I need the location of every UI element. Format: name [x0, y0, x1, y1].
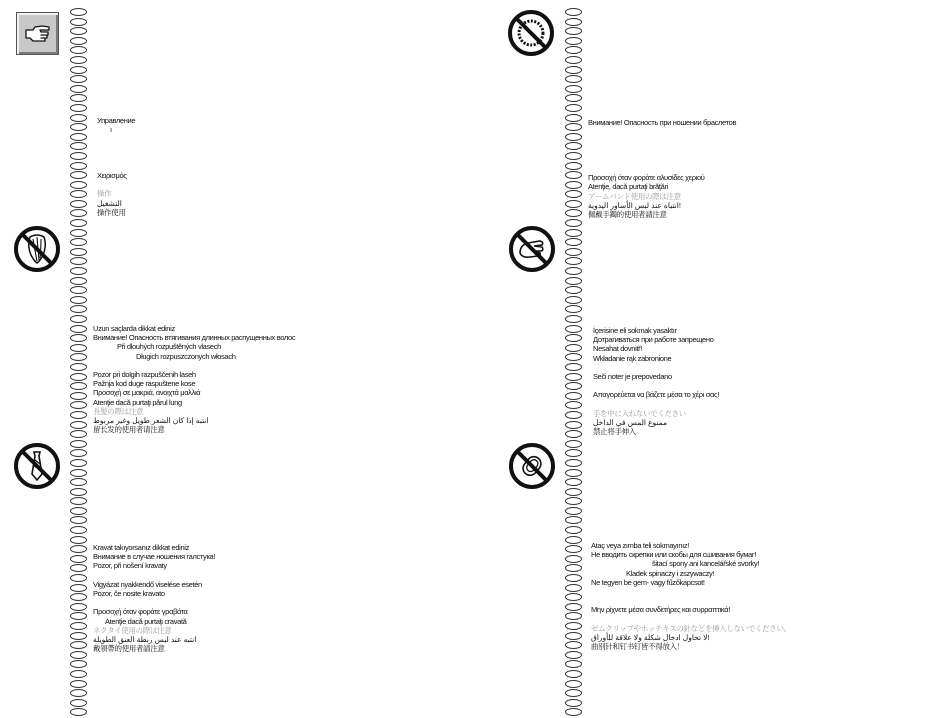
text-line: Seči noter je prepovedano: [593, 371, 672, 381]
long-hair-warning-text: [93, 324, 295, 434]
binding-ring: [70, 277, 87, 285]
binding-ring: [70, 305, 87, 313]
binding-ring: [70, 478, 87, 486]
text-line: Внимание! Опасность при ношении браслетов: [588, 118, 737, 127]
hand-operation-icon: [16, 12, 59, 55]
binding-ring: [70, 334, 87, 342]
binding-ring: [70, 689, 87, 697]
no-long-hair-icon: [13, 225, 61, 273]
text-line: Управление: [97, 116, 136, 125]
operation-text-1: [97, 116, 135, 134]
clip-warning-text: [591, 541, 791, 651]
text-line: šitací spony ani kancelářské svorky!: [652, 559, 760, 569]
no-hand-inside-icon: [508, 225, 556, 273]
binding-ring: [70, 469, 87, 477]
binding-ring: [565, 526, 582, 534]
binding-ring: [565, 516, 582, 524]
binding-ring: [70, 104, 87, 112]
binding-ring: [70, 238, 87, 246]
binding-ring: [70, 296, 87, 304]
text-line: 長髪の際は注意: [93, 406, 144, 416]
binding-ring: [70, 46, 87, 54]
binding-ring: [70, 209, 87, 217]
operation-text-2: [97, 171, 127, 217]
binding-ring: [565, 238, 582, 246]
text-line: Vigyázat nyakkendő viselése esetén: [93, 579, 202, 589]
binding-ring: [70, 670, 87, 678]
text-line: انتباه عند لبس الأساور اليدوية!: [588, 200, 681, 210]
binding-ring: [565, 8, 582, 16]
text-line: التشغيل: [97, 198, 122, 208]
binding-ring: [565, 603, 582, 611]
binding-ring: [565, 363, 582, 371]
binding-ring: [70, 373, 87, 381]
binding-ring: [565, 27, 582, 35]
text-line: アームバンド使用の際は注意: [588, 191, 681, 201]
text-line: Внимание! Опасность втягивания длинных распущенных волос: [93, 333, 296, 343]
binding-ring: [565, 56, 582, 64]
text-line: 留长发的使用者请注意: [93, 425, 165, 435]
binding-ring: [565, 315, 582, 323]
binding-ring: [565, 133, 582, 141]
binding-ring: [70, 651, 87, 659]
binding-ring: [565, 75, 582, 83]
text-line: Дотрагиваться при работе запрещено: [593, 335, 714, 345]
text-line: Długich rozpuszczonych włosach: [136, 351, 236, 361]
no-clip-icon: [508, 442, 556, 490]
binding-ring: [565, 622, 582, 630]
binding-ring: [70, 536, 87, 544]
text-line: Προσοχή σε μακριά, ανοιχτά μαλλιά: [93, 388, 201, 398]
binding-ring: [70, 708, 87, 716]
binding-ring: [70, 162, 87, 170]
binding-ring: [565, 229, 582, 237]
text-line: ネクタイ使用の際は注意: [93, 625, 172, 635]
binding-ring: [565, 200, 582, 208]
binding-ring: [70, 286, 87, 294]
text-line: 手を中に入れないでください: [593, 408, 686, 418]
binding-ring: [565, 382, 582, 390]
text-line: Ataç veya zımba teli sokmayınız!: [591, 541, 690, 550]
binding-ring: [70, 353, 87, 361]
text-line: Při dlouhých rozpuštěných vlasech: [117, 342, 221, 352]
binding-ring: [565, 66, 582, 74]
tie-warning-text: [93, 543, 215, 653]
binding-ring: [70, 660, 87, 668]
text-line: ممنوع المس في الداخل: [593, 417, 668, 427]
binding-ring: [70, 593, 87, 601]
binding-ring: [70, 315, 87, 323]
binding-ring: [70, 612, 87, 620]
binding-ring: [565, 190, 582, 198]
binding-ring: [565, 488, 582, 496]
binding-ring: [70, 257, 87, 265]
binding-ring: [70, 94, 87, 102]
binding-ring: [565, 584, 582, 592]
binding-ring: [70, 123, 87, 131]
binding-ring: [70, 344, 87, 352]
binding-ring: [70, 449, 87, 457]
text-line: Kladek spinaczy i zszywaczy!: [626, 568, 715, 578]
binding-ring: [70, 171, 87, 179]
binding-ring: [565, 545, 582, 553]
binding-ring: [565, 286, 582, 294]
binding-ring: [70, 574, 87, 582]
binding-ring: [70, 641, 87, 649]
binding-ring: [565, 507, 582, 515]
text-line: Μην ρίχνετε μέσα συνδετήρες και συρραπτικά!: [591, 605, 730, 615]
text-line: Προσοχή όταν φοράτε γραβάτα: [93, 607, 188, 617]
text-line: Внимание в случае ношения галстука!: [93, 552, 216, 562]
text-line: İçerisine eli sokmak yasaktır: [593, 326, 677, 335]
text-line: ı: [110, 125, 112, 135]
binding-ring: [565, 660, 582, 668]
binding-ring: [70, 8, 87, 16]
binding-ring: [565, 114, 582, 122]
binding-ring: [70, 18, 87, 26]
binding-ring: [565, 277, 582, 285]
binding-ring: [565, 449, 582, 457]
text-line: Pozor pri dolgih razpuščenih laseh: [93, 369, 196, 379]
binding-ring: [70, 507, 87, 515]
text-line: Atenţie dacă purtaţi cravată: [105, 616, 187, 626]
binding-ring: [70, 459, 87, 467]
binding-ring: [565, 651, 582, 659]
text-line: 操作使用: [97, 207, 126, 217]
binding-ring: [70, 85, 87, 93]
binding-ring: [565, 353, 582, 361]
binding-ring: [70, 363, 87, 371]
binding-ring: [565, 430, 582, 438]
text-line: Pozor, při nošení kravaty: [93, 561, 167, 571]
binding-ring: [565, 401, 582, 409]
binding-ring: [565, 181, 582, 189]
binding-ring: [70, 603, 87, 611]
text-line: Wkładanie rąk zabronione: [593, 353, 672, 363]
binding-ring: [565, 421, 582, 429]
binding-ring: [70, 488, 87, 496]
text-line: 操作: [97, 189, 112, 199]
binding-ring: [565, 305, 582, 313]
binding-ring: [70, 229, 87, 237]
binding-ring: [70, 219, 87, 227]
binding-ring: [565, 296, 582, 304]
binding-ring: [565, 469, 582, 477]
text-line: Προσοχή όταν φοράτε αλυσίδες χεριού: [588, 173, 705, 183]
binding-ring: [565, 325, 582, 333]
binding-ring: [565, 689, 582, 697]
binding-ring: [565, 171, 582, 179]
binding-ring: [70, 37, 87, 45]
binding-ring: [70, 27, 87, 35]
binding-ring: [565, 411, 582, 419]
binding-ring: [565, 248, 582, 256]
binding-ring: [70, 325, 87, 333]
binding-ring: [70, 382, 87, 390]
binding-ring: [565, 680, 582, 688]
binding-ring: [70, 401, 87, 409]
text-line: Ne tegyen be gem- vagy fűzőkapcsot!: [591, 577, 705, 587]
text-line: لا تحاول ادخال شكلة ولا علاقة للأوراق!: [591, 632, 710, 642]
text-line: 戴領帶的使用者請注意: [93, 644, 165, 654]
binding-ring: [565, 85, 582, 93]
binding-ring: [565, 555, 582, 563]
binding-ring: [70, 66, 87, 74]
binding-ring: [70, 680, 87, 688]
binding-ring: [565, 536, 582, 544]
binding-ring: [70, 152, 87, 160]
binding-ring: [70, 545, 87, 553]
no-tie-icon: [13, 442, 61, 490]
text-line: ゼムクリップやホッチキスの針などを挿入しないでください。: [591, 623, 791, 633]
binding-ring: [70, 56, 87, 64]
binding-ring: [565, 373, 582, 381]
binding-ring: [565, 392, 582, 400]
binding-ring: [565, 612, 582, 620]
binding-ring: [70, 430, 87, 438]
binding-ring: [565, 162, 582, 170]
text-line: انتبه إذا كان الشعر طويل وغير مربوط: [93, 415, 209, 425]
binding-ring: [565, 334, 582, 342]
binding-ring: [565, 574, 582, 582]
text-line: 禁止将手伸入: [593, 427, 636, 437]
text-line: 佩戴手鐲的使用者請注意: [588, 209, 667, 219]
binding-ring: [70, 411, 87, 419]
binding-ring: [70, 584, 87, 592]
text-line: Pažnja kod duge raspuštene kose: [93, 379, 196, 389]
binding-ring: [565, 632, 582, 640]
hand-inside-warning-text: [593, 326, 719, 436]
binding-ring: [565, 18, 582, 26]
text-line: Pozor, če nosite kravato: [93, 588, 165, 598]
binding-ring: [70, 75, 87, 83]
binding-ring: [70, 421, 87, 429]
binding-ring: [70, 248, 87, 256]
bracelet-warning-text: [588, 118, 736, 219]
binding-ring: [70, 699, 87, 707]
binding-ring: [565, 699, 582, 707]
binding-ring: [70, 516, 87, 524]
binding-ring: [70, 114, 87, 122]
binding-rings-left: [70, 8, 88, 718]
binding-ring: [70, 142, 87, 150]
binding-ring: [70, 392, 87, 400]
binding-ring: [70, 497, 87, 505]
binding-ring: [565, 257, 582, 265]
binding-ring: [565, 152, 582, 160]
binding-ring: [565, 37, 582, 45]
text-line: Atenţie dacă purtaţi părul lung: [93, 397, 182, 407]
binding-ring: [565, 440, 582, 448]
text-line: Kravat takıyorsanız dikkat ediniz: [93, 543, 189, 552]
text-line: Απαγορεύεται να βάζετε μέσα το χέρι σας!: [593, 390, 719, 400]
text-line: Uzun saçlarda dikkat ediniz: [93, 324, 175, 333]
binding-rings-right: [565, 8, 583, 718]
text-line: 曲别针和钉书钉皆不得放入！: [591, 642, 684, 652]
binding-ring: [70, 564, 87, 572]
binding-ring: [565, 142, 582, 150]
binding-ring: [70, 190, 87, 198]
binding-ring: [565, 641, 582, 649]
binding-ring: [565, 219, 582, 227]
binding-ring: [565, 593, 582, 601]
binding-ring: [70, 181, 87, 189]
binding-ring: [70, 200, 87, 208]
binding-ring: [565, 344, 582, 352]
binding-ring: [565, 267, 582, 275]
binding-ring: [70, 622, 87, 630]
binding-ring: [70, 526, 87, 534]
text-line: انتبه عند لبس ربطة العنق الطويلة: [93, 634, 197, 644]
binding-ring: [565, 564, 582, 572]
binding-ring: [70, 133, 87, 141]
binding-ring: [70, 632, 87, 640]
binding-ring: [565, 104, 582, 112]
binding-ring: [565, 209, 582, 217]
binding-ring: [70, 267, 87, 275]
text-line: Nesahat dovnitř!: [593, 344, 643, 354]
binding-ring: [565, 46, 582, 54]
binding-ring: [565, 497, 582, 505]
binding-ring: [70, 440, 87, 448]
binding-ring: [565, 459, 582, 467]
binding-ring: [565, 708, 582, 716]
no-bracelet-icon: [507, 9, 555, 57]
binding-ring: [565, 478, 582, 486]
text-line: Χειρισμός: [97, 171, 127, 180]
binding-ring: [565, 123, 582, 131]
text-line: Atenţie, dacă purtaţi brăţări: [588, 182, 668, 192]
binding-ring: [70, 555, 87, 563]
binding-ring: [565, 94, 582, 102]
text-line: Не вводить скрепки или скобы для сшивания бумаг!: [591, 550, 756, 560]
binding-ring: [565, 670, 582, 678]
